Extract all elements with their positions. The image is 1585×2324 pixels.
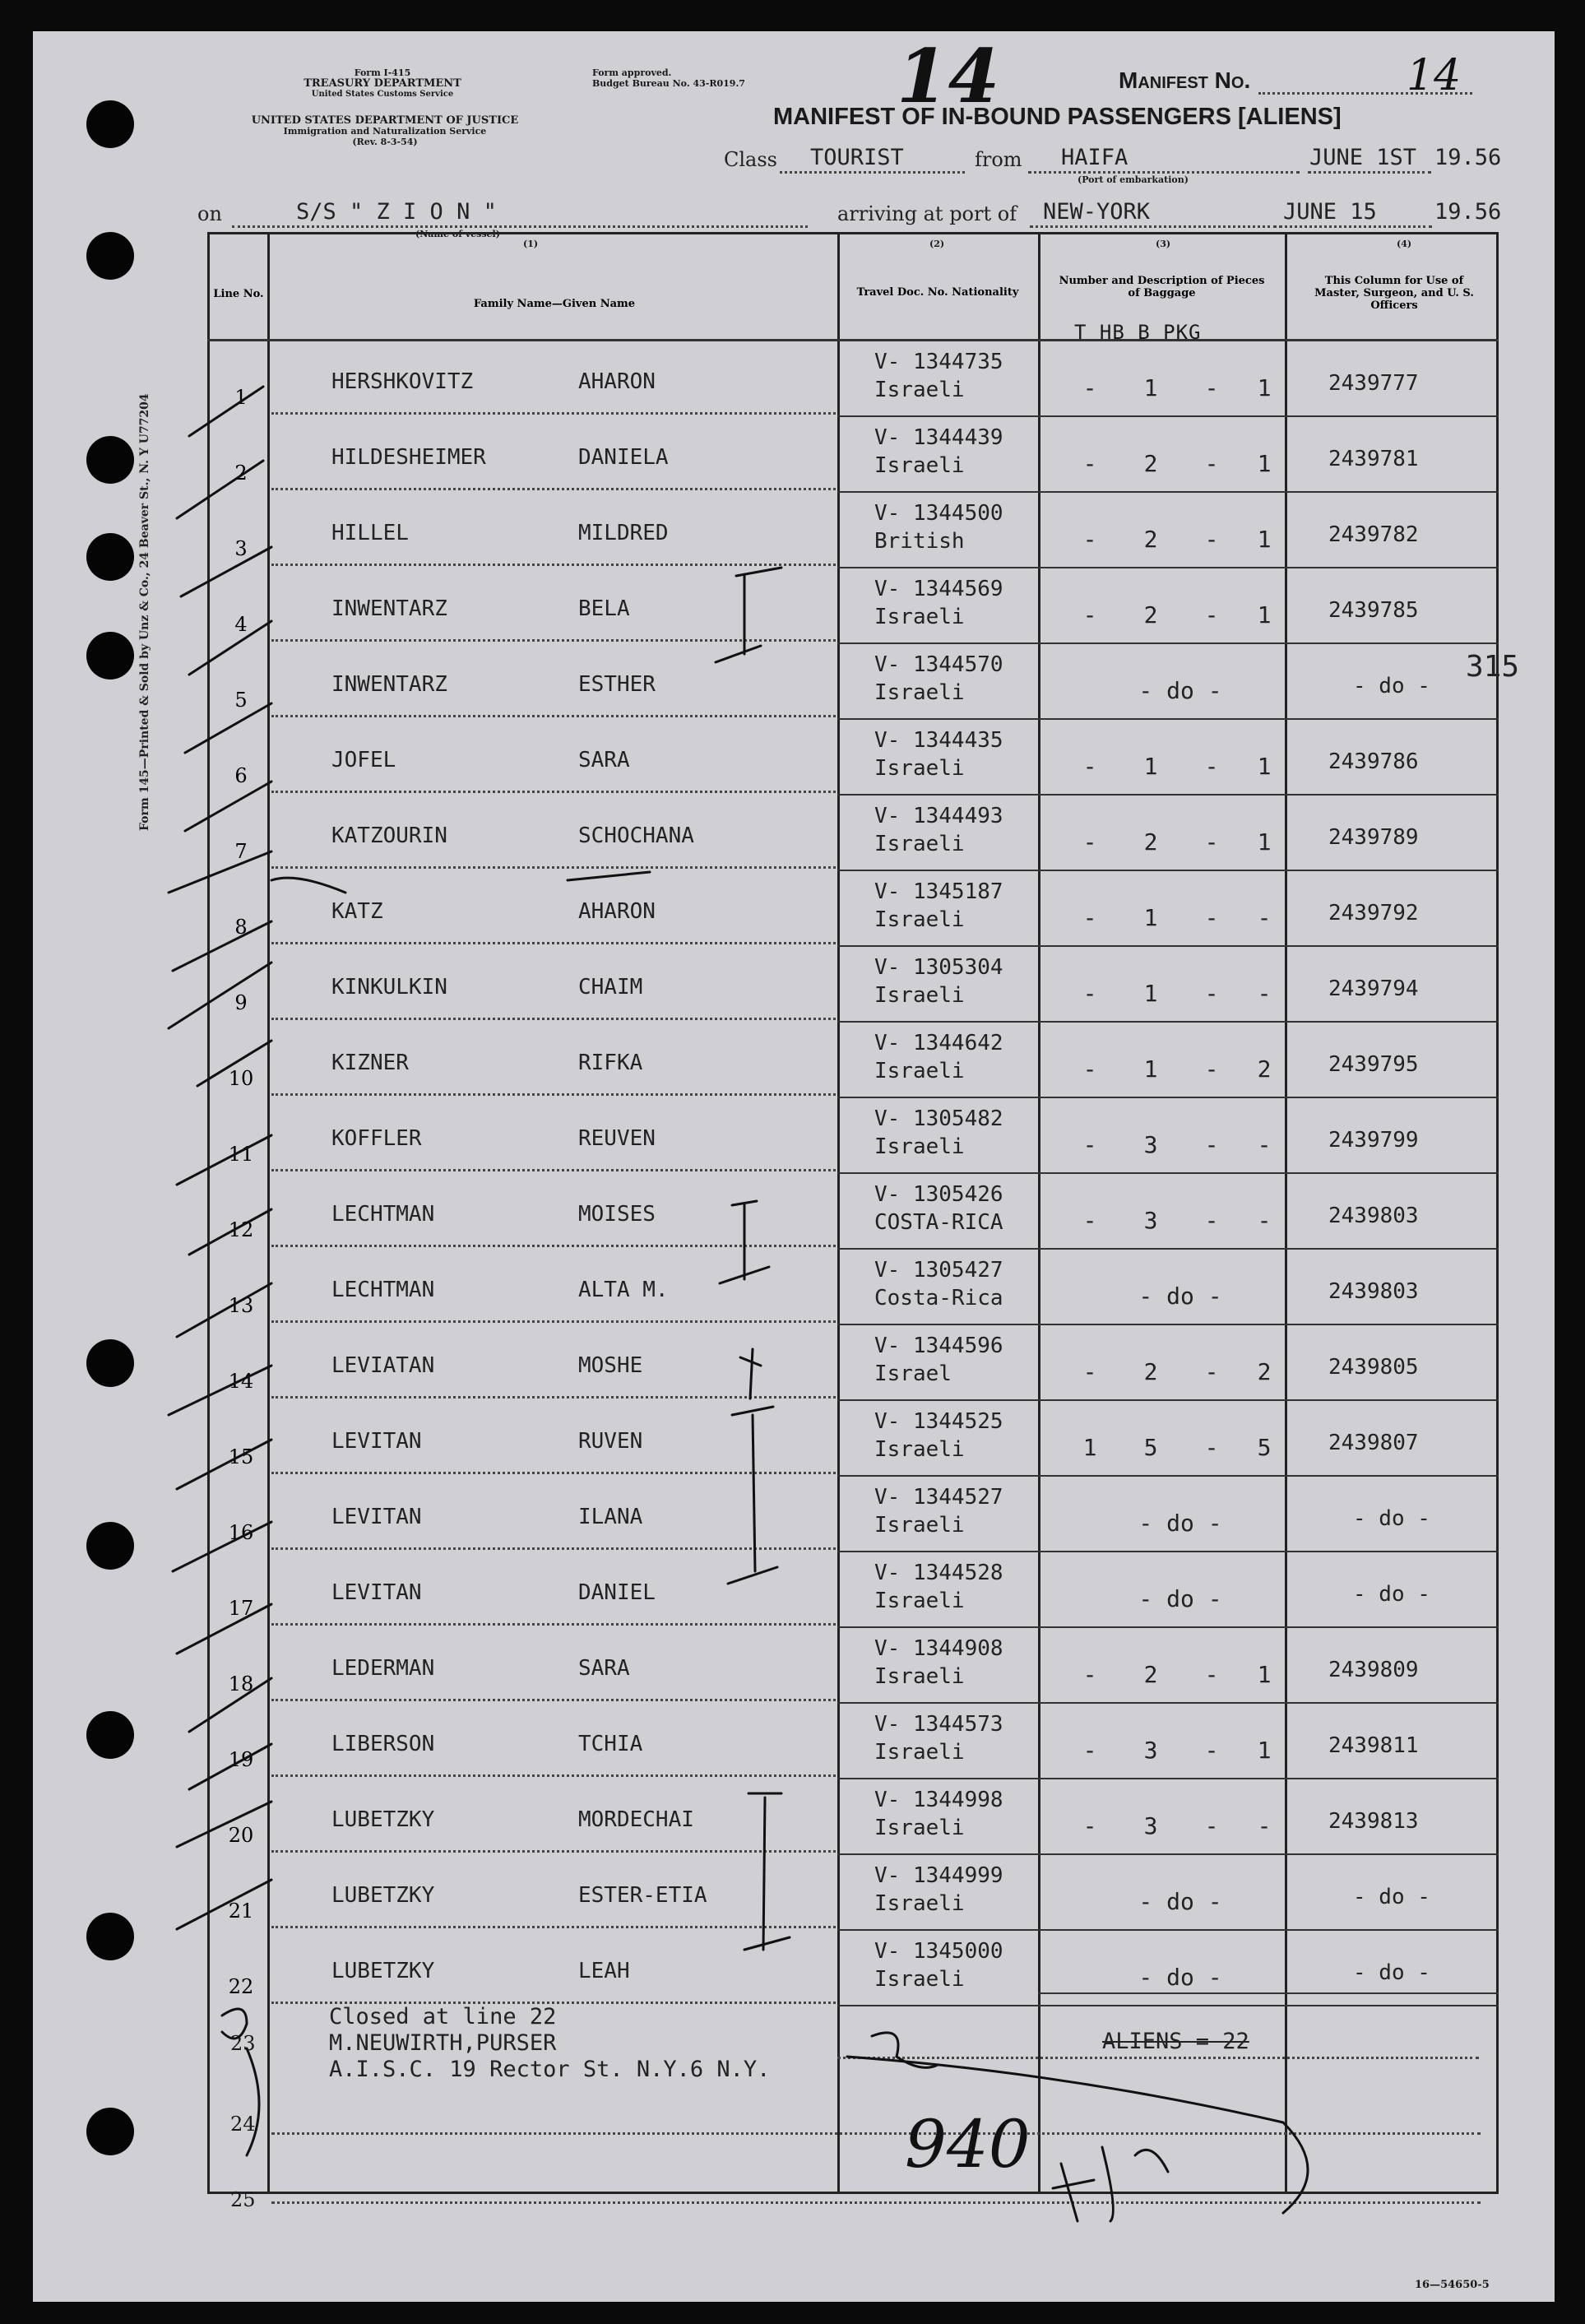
on-label: on [197,202,222,225]
travel-doc-no: V- 1305426 [874,1182,1003,1207]
travel-doc-no: V- 1305427 [874,1258,1003,1283]
officer-number: 2439781 [1328,447,1419,471]
bag-hb: 1 [1143,904,1158,931]
bag-hb: - do - [1138,1888,1222,1915]
row-line-number: 17 [228,1597,254,1620]
family-name: KATZ [331,899,383,924]
family-name: LEDERMAN [331,1656,435,1681]
officer-number: 2439792 [1328,901,1419,925]
bag-t: - [1082,828,1097,856]
row-line-number: 11 [228,1143,254,1166]
family-name: HILDESHEIMER [331,445,486,470]
embark-note: (Port of embarkation) [1078,174,1189,185]
family-name: LIBERSON [331,1732,435,1756]
travel-doc-no: V- 1344527 [874,1485,1003,1510]
budget-bureau: Budget Bureau No. 43-R019.7 [592,78,745,89]
row-line-number: 5 [234,689,248,712]
family-name: LEVITAN [331,1429,422,1454]
bag-pkg: - [1257,1812,1272,1839]
nationality: Israeli [874,1437,965,1462]
travel-doc-no: V- 1344573 [874,1712,1003,1737]
row-line-number: 3 [234,537,248,560]
immigration-service: Immigration and Naturalization Service [283,126,487,137]
row-line-number: 9 [234,991,248,1014]
bag-pkg: - [1257,1131,1272,1158]
nationality: Israeli [874,1664,965,1689]
given-name: ESTHER [578,672,656,697]
handwritten-940: 940 [905,2106,1031,2183]
bag-b: - [1204,1055,1219,1083]
given-name: CHAIM [578,975,643,1000]
nationality: Costa-Rica [874,1286,1003,1310]
bag-t: - [1082,450,1097,477]
bag-b: - [1204,526,1219,553]
bag-t: - [1082,1131,1097,1158]
officer-number: 2439813 [1328,1809,1419,1834]
bag-b: - [1204,753,1219,780]
row-line-number: 19 [228,1748,254,1771]
officer-number: - do - [1353,1885,1430,1909]
given-name: MOSHE [578,1353,643,1378]
family-name: LUBETZKY [331,1807,435,1832]
given-name: SCHOCHANA [578,823,694,848]
bag-hb: 1 [1143,1055,1158,1083]
officer-number: 2439811 [1328,1733,1419,1758]
bag-b: - [1204,1737,1219,1764]
given-name: MOISES [578,1202,656,1227]
printer-sidebar: Form 145—Printed & Sold by Unz & Co., 24 Beaver St., N. Y U77204 [138,393,151,831]
family-name: HILLEL [331,521,409,545]
given-name: SARA [578,748,630,772]
bag-pkg: 5 [1257,1434,1272,1461]
manifest-title: MANIFEST OF IN-BOUND PASSENGERS [ALIENS] [773,104,1342,130]
row-line-number: 22 [228,1975,254,1998]
arrive-date: JUNE 15 [1283,199,1377,225]
family-name: LEVITAN [331,1580,422,1605]
nationality: Israel [874,1361,952,1386]
given-name: SARA [578,1656,630,1681]
bag-t: - [1082,1737,1097,1764]
family-name: KOFFLER [331,1126,422,1151]
nationality: Israeli [874,1967,965,1992]
bag-t: - [1082,753,1097,780]
vessel-note: (Name of vessel) [415,229,500,239]
handwritten-page-number: 14 [897,33,1000,120]
bag-b: - [1204,1812,1219,1839]
family-name: LEVIATAN [331,1353,435,1378]
bag-hb: - do - [1138,1964,1222,1991]
family-name: INWENTARZ [331,672,447,697]
bag-pkg: 1 [1257,450,1272,477]
officer-number: 2439782 [1328,522,1419,547]
revision: (Rev. 8-3-54) [352,137,418,147]
officer-number: 2439799 [1328,1128,1419,1153]
bag-hb: - do - [1138,1510,1222,1537]
bag-pkg: 1 [1257,753,1272,780]
bag-pkg: - [1257,1207,1272,1234]
row-line-number: 18 [228,1672,254,1695]
travel-doc-no: V- 1344493 [874,804,1003,828]
class-value: TOURIST [810,145,904,170]
bag-pkg: 1 [1257,1737,1272,1764]
bag-pkg: 2 [1257,1358,1272,1385]
form-id: Form I-415 [354,67,411,78]
nationality: Israeli [874,1513,965,1538]
travel-doc-no: V- 1305304 [874,955,1003,980]
given-name: RIFKA [578,1051,643,1075]
nationality: Israeli [874,1891,965,1916]
officer-number: 2439789 [1328,825,1419,850]
bag-hb: 2 [1143,601,1158,629]
nationality: Israeli [874,1740,965,1765]
travel-doc-no: V- 1344500 [874,501,1003,526]
closed-at-line: Closed at line 22 [329,2004,557,2029]
row-line-number: 12 [228,1218,254,1241]
nationality: Israeli [874,1816,965,1840]
nationality: Israeli [874,1134,965,1159]
bag-t: - [1082,526,1097,553]
bag-hb: 3 [1143,1737,1158,1764]
bag-b: - [1204,828,1219,856]
travel-doc-no: V- 1344439 [874,425,1003,450]
bag-b: - [1204,1358,1219,1385]
class-label: Class [724,148,777,171]
bag-pkg: 2 [1257,1055,1272,1083]
family-name: KATZOURIN [331,823,447,848]
bag-t: - [1082,1055,1097,1083]
bag-b: - [1204,1131,1219,1158]
bag-b: - [1204,1661,1219,1688]
nationality: Israeli [874,453,965,478]
row-line-number: 7 [234,840,248,863]
family-name: LUBETZKY [331,1883,435,1908]
bag-t: - [1082,1207,1097,1234]
row-line-number: 20 [228,1824,254,1847]
travel-doc-no: V- 1344435 [874,728,1003,753]
bag-hb: 2 [1143,1661,1158,1688]
manifest-no-label: Manifest No. [1119,67,1251,93]
row-line-number: 15 [228,1445,254,1468]
bag-hb: 2 [1143,450,1158,477]
form-approved: Form approved. [592,67,672,78]
col-num-3: (3) [1156,239,1171,249]
bag-t: - [1082,1661,1097,1688]
bag-b: - [1204,601,1219,629]
travel-doc-no: V- 1344908 [874,1636,1003,1661]
bag-hb: 2 [1143,1358,1158,1385]
bag-hb: 3 [1143,1812,1158,1839]
travel-doc-no: V- 1344596 [874,1334,1003,1358]
bag-b: - [1204,374,1219,401]
officer-number: 2439807 [1328,1431,1419,1455]
bag-hb: 1 [1143,980,1158,1007]
header-baggage-cols: T HB B PKG [1074,321,1202,344]
given-name: LEAH [578,1959,630,1983]
given-name: RUVEN [578,1429,643,1454]
bag-hb: 5 [1143,1434,1158,1461]
bag-pkg: - [1257,904,1272,931]
given-name: REUVEN [578,1126,656,1151]
bag-pkg: 1 [1257,526,1272,553]
bag-hb: 3 [1143,1207,1158,1234]
nationality: COSTA-RICA [874,1210,1003,1235]
officer-number: 2439786 [1328,749,1419,774]
given-name: ESTER-ETIA [578,1883,707,1908]
bag-pkg: 1 [1257,374,1272,401]
header-name: Family Name—Given Name [473,298,636,310]
officer-number: 2439795 [1328,1052,1419,1077]
nationality: Israeli [874,832,965,856]
officer-number: 2439805 [1328,1355,1419,1380]
treasury-dept: TREASURY DEPARTMENT [304,77,461,90]
officer-number: 2439777 [1328,371,1419,396]
officer-number: 2439803 [1328,1204,1419,1228]
nationality: Israeli [874,756,965,781]
officer-number: - do - [1353,1506,1430,1531]
agent-address: A.I.S.C. 19 Rector St. N.Y.6 N.Y. [329,2057,771,2082]
travel-doc-no: V- 1344525 [874,1409,1003,1434]
row-number-23: 23 [230,2032,256,2055]
family-name: HERSHKOVITZ [331,369,474,394]
bag-hb: - do - [1138,677,1222,704]
family-name: JOFEL [331,748,396,772]
family-name: LECHTMAN [331,1202,435,1227]
officer-number: 2439809 [1328,1658,1419,1682]
vessel-name: S/S " Z I O N " [296,199,497,225]
bag-b: - [1204,1434,1219,1461]
row-line-number: 6 [234,764,248,787]
bag-t: 1 [1082,1434,1097,1461]
bag-t: - [1082,904,1097,931]
travel-doc-no: V- 1344999 [874,1863,1003,1888]
arrive-port: NEW-YORK [1043,199,1151,225]
given-name: DANIELA [578,445,669,470]
arriving-label: arriving at port of [837,202,1017,225]
family-name: KIZNER [331,1051,409,1075]
nationality: Israeli [874,1059,965,1083]
travel-doc-no: V- 1344569 [874,577,1003,601]
given-name: TCHIA [578,1732,643,1756]
family-name: LUBETZKY [331,1959,435,1983]
given-name: BELA [578,596,630,621]
bag-hb: 2 [1143,526,1158,553]
family-name: LECHTMAN [331,1278,435,1302]
given-name: ILANA [578,1505,643,1529]
bag-t: - [1082,980,1097,1007]
col-num-2: (2) [929,239,945,249]
bag-t: - [1082,601,1097,629]
bag-hb: - do - [1138,1283,1222,1310]
bag-b: - [1204,980,1219,1007]
travel-doc-no: V- 1344998 [874,1788,1003,1812]
travel-doc-no: V- 1344570 [874,652,1003,677]
family-name: KINKULKIN [331,975,447,1000]
bag-t: - [1082,374,1097,401]
arrive-year: 19.56 [1434,199,1502,225]
officer-number: - do - [1353,1960,1430,1985]
nationality: Israeli [874,1589,965,1613]
given-name: AHARON [578,899,656,924]
depart-year: 19.56 [1434,145,1502,170]
officer-number: 2439785 [1328,598,1419,623]
row-line-number: 2 [234,462,248,485]
bag-hb: - do - [1138,1585,1222,1612]
nationality: Israeli [874,680,965,705]
bag-pkg: 1 [1257,601,1272,629]
officer-number: 2439803 [1328,1279,1419,1304]
bag-hb: 2 [1143,828,1158,856]
customs-service: United States Customs Service [311,90,454,99]
header-travel-doc: Travel Doc. No. Nationality [856,286,1019,299]
given-name: ALTA M. [578,1278,669,1302]
family-name: LEVITAN [331,1505,422,1529]
footer-code: 16—54650-5 [1415,2279,1490,2291]
row-line-number: 1 [234,386,248,409]
from-value: HAIFA [1061,145,1129,170]
given-name: MORDECHAI [578,1807,694,1832]
bag-t: - [1082,1358,1097,1385]
nationality: Israeli [874,605,965,629]
col-num-1: (1) [523,239,539,249]
nationality: British [874,529,965,554]
given-name: DANIEL [578,1580,656,1605]
travel-doc-no: V- 1345187 [874,879,1003,904]
row-line-number: 14 [228,1370,254,1393]
officer-number: - do - [1353,1582,1430,1607]
nationality: Israeli [874,907,965,932]
row-line-number: 4 [234,613,248,636]
family-name: INWENTARZ [331,596,447,621]
travel-doc-no: V- 1344528 [874,1561,1003,1585]
bag-t: - [1082,1812,1097,1839]
col-num-4: (4) [1397,239,1412,249]
page-stamp: 315 [1466,650,1520,684]
depart-date: JUNE 1ST [1309,145,1417,170]
header-officers: This Column for Use of Master, Surgeon, and U. S. Officers [1314,275,1474,312]
travel-doc-no: V- 1344735 [874,350,1003,374]
bag-pkg: 1 [1257,1661,1272,1688]
officer-number: - do - [1353,674,1430,698]
aliens-total: ALIENS = 22 [1102,2029,1249,2054]
purser-name: M.NEUWIRTH,PURSER [329,2030,557,2056]
nationality: Israeli [874,378,965,402]
row-line-number: 13 [228,1294,254,1317]
bag-b: - [1204,1207,1219,1234]
bag-pkg: 1 [1257,828,1272,856]
row-line-number: 10 [228,1067,254,1090]
header-line-no: Line No. [213,288,264,300]
justice-dept: UNITED STATES DEPARTMENT OF JUSTICE [251,114,519,127]
officer-number: 2439794 [1328,976,1419,1001]
row-line-number: 16 [228,1521,254,1544]
given-name: AHARON [578,369,656,394]
manifest-no-value: 14 [1407,51,1462,100]
row-number-25: 25 [230,2188,256,2211]
from-label: from [975,148,1022,171]
bag-hb: 3 [1143,1131,1158,1158]
row-line-number: 8 [234,916,248,939]
bag-hb: 1 [1143,374,1158,401]
bag-pkg: - [1257,980,1272,1007]
nationality: Israeli [874,983,965,1008]
travel-doc-no: V- 1345000 [874,1939,1003,1964]
bag-b: - [1204,450,1219,477]
given-name: MILDRED [578,521,669,545]
travel-doc-no: V- 1305482 [874,1106,1003,1131]
bag-hb: 1 [1143,753,1158,780]
travel-doc-no: V- 1344642 [874,1031,1003,1055]
bag-b: - [1204,904,1219,931]
row-line-number: 21 [228,1900,254,1923]
row-number-24: 24 [230,2113,256,2136]
header-baggage: Number and Description of Pieces of Baggage [1059,275,1265,299]
